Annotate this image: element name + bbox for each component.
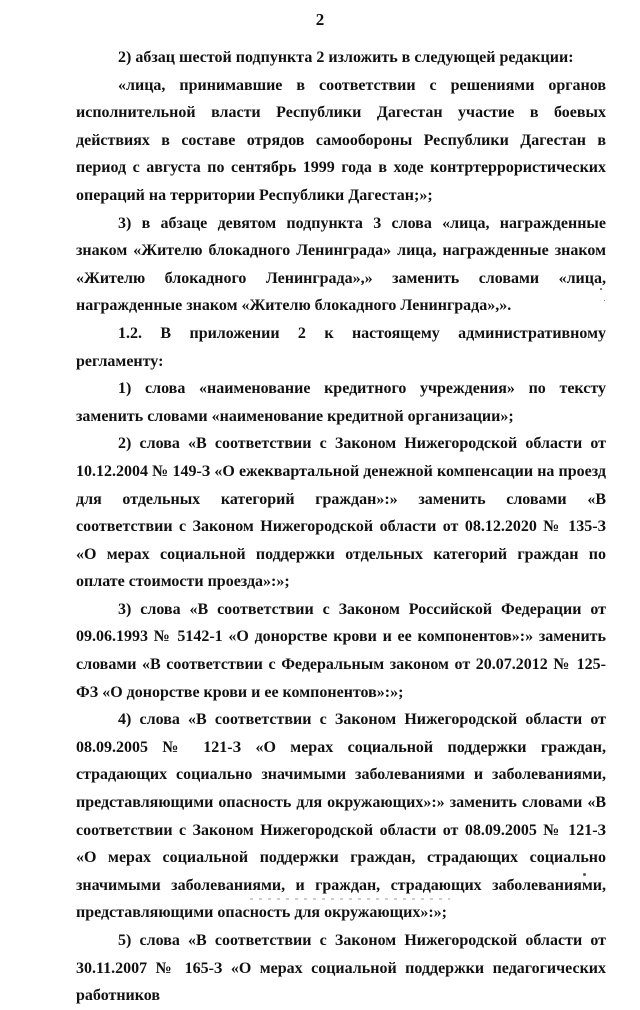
paragraph-appendix-2-header: 1.2. В приложении 2 к настоящему административному регламенту: [76,324,606,370]
paragraph-quoted-new-text: «лица, принимавшие в соответствии с решениями органов исполнительной власти Республики Дагестан участие в боевых действиях в составе отрядов самообороны Республики Дагестан в период с августа по сентябрь 1999 года в ходе контртеррористических операций на территории Республики Дагестан;»; [76,76,606,204]
scan-speck [604,300,605,301]
paragraph-appendix-item-1: 1) слова «наименование кредитного учреждения» по тексту заменить словами «наименование кредитной организации»; [76,380,606,425]
scan-speck [583,873,586,876]
page-number: 2 [315,10,325,29]
scan-speck [600,288,602,290]
paragraph-amendment-3: 3) в абзаце девятом подпункта 3 слова «лица, награжденные знаком «Жителю блокадного Ленинграда» лица, награжденные знаком «Жителю блокадного Ленинграда»,» заменить словами «лица, награжденные знаком «Жителю блокадного Ленинграда»,». [76,214,606,315]
paragraph-appendix-item-3: 3) слова «В соответствии с Законом Российской Федерации от 09.06.1993 № 5142-1 «О донорстве крови и ее компонентов»:» заменить словами «В соответствии с Федеральным законом от 20.07.2012 № 125-ФЗ «О донорстве крови и ее компонентов»:»; [76,600,606,701]
paragraph-appendix-item-5: 5) слова «В соответствии с Законом Нижегородской области от 30.11.2007 № 165-З «О мерах социальной поддержки педагогических работников [76,932,606,1005]
paragraph-amendment-2: 2) абзац шестой подпункта 2 изложить в следующей редакции: [118,49,574,66]
paragraph-appendix-item-4: 4) слова «В соответствии с Законом Нижегородской области от 08.09.2005 № 121-З «О мерах социальной поддержки граждан, страдающих социально значимыми заболеваниями и заболеваниями, представляющими опасность для окружающих»:» заменить словами «В соответствии с Законом Нижегородской области от 08.09.2005 № 121-З «О мерах социальной поддержки граждан, страдающих социально значимыми заболеваниями, и граждан, страдающих заболеваниями, представляющими опасность для окружающих»:»; [76,711,606,922]
scan-edge-noise [250,898,450,900]
paragraph-appendix-item-2: 2) слова «В соответствии с Законом Нижегородской области от 10.12.2004 № 149-З «О ежеквартальной денежной компенсации на проезд для отдельных категорий граждан»:» заменить словами «В соответствии с Законом Нижегородской области от 08.12.2020 № 135-З «О мерах социальной поддержки отдельных категорий граждан по оплате стоимости проезда»:»; [76,435,606,591]
document-body [76,44,606,1010]
